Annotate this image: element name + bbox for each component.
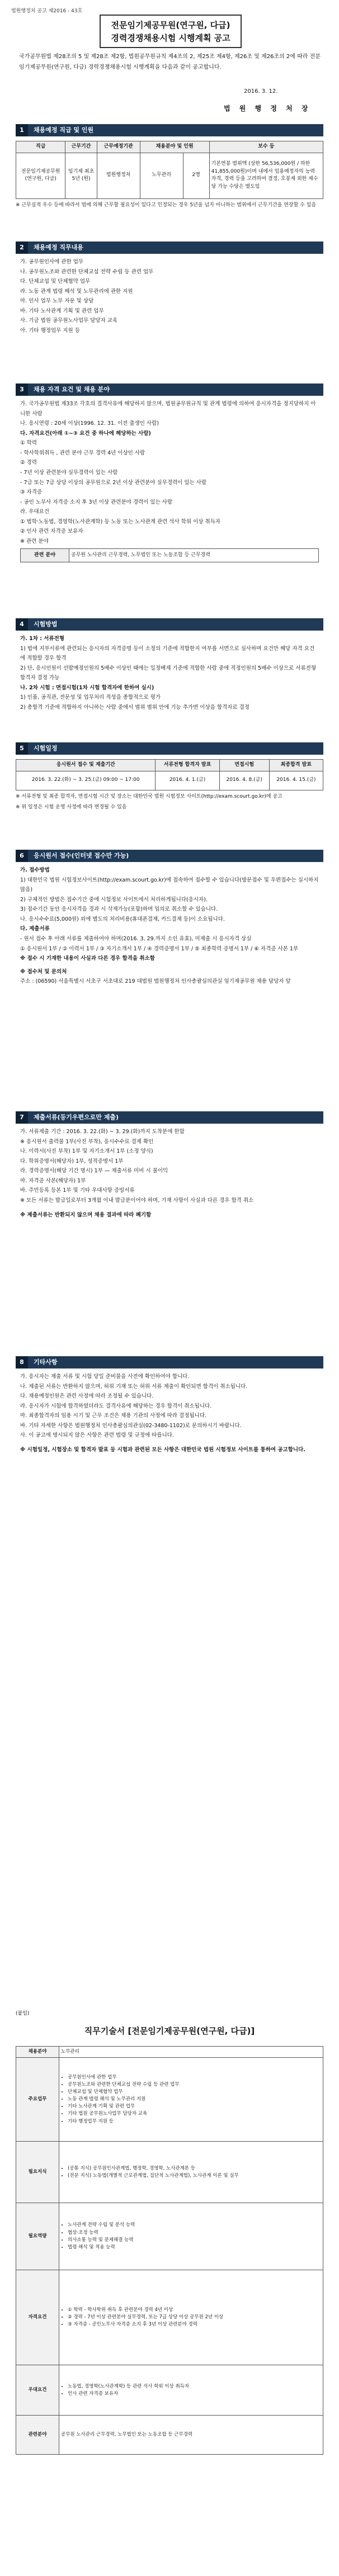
row-value <box>59 2142 323 2203</box>
list-item: 사. 이 공고에 명시되지 않은 사항은 관련 법령 및 규정에 따릅니다. <box>20 1432 174 1439</box>
section-header <box>16 1111 323 1124</box>
col-field: 채용분야 및 인원 <box>140 141 209 153</box>
list-item: • 기타 행정업무 지원 등 <box>68 2118 321 2125</box>
list-item: 2) 총합격 기준에 적합하지 아니하는 사람 중에서 범위 범위 안에 기능 추가면 이상을 합격자로 결정 <box>20 704 249 711</box>
cell-period: 임기제 최초 5년 (원) <box>65 153 97 198</box>
sub-title: ※ 관련 분야 <box>20 538 49 544</box>
row-value <box>59 2058 323 2142</box>
list-item: 1) 대한민국 법원 시험정보사이트(http://exam.scourt.go.kr)에 접속하여 접수할 수 있습니다(방문접수 및 우편접수는 실시하지 않음) <box>20 877 319 893</box>
row-label: 주요업무 <box>16 2058 59 2142</box>
page-title-line1: 전문임기제공무원(연구원, 다급) <box>111 20 230 30</box>
list-item: 라. 우대요건 <box>20 509 49 515</box>
attachment-label: (붙임) <box>16 2011 30 2016</box>
col-grade: 직급 <box>16 141 65 153</box>
col-period: 근무기간 <box>65 141 97 153</box>
list-item: ① 학력 <box>20 440 37 447</box>
section-header <box>16 850 323 862</box>
list-item: 다. 채용예정인원은 관련 사정에 따라 조정될 수 있습니다. <box>20 1393 154 1400</box>
list-item: 나. 응시수수료(5,000원) 외에 별도의 처리비용(휴대폰결제, 카드결제 등)이 소요됩니다. <box>20 916 225 922</box>
title-box <box>100 15 242 48</box>
table-row <box>16 2416 323 2455</box>
page-title-line2: 경력경쟁채용시험 시행계획 공고 <box>111 33 230 44</box>
section-number: 5 <box>16 742 28 755</box>
table-row <box>16 2142 323 2203</box>
table-row <box>16 2203 323 2270</box>
row-label: 필요역량 <box>16 2203 59 2270</box>
list-item: - 학사학위취득 , 관련 분야 근무 경력 4년 이상인 사람 <box>20 449 145 456</box>
list-item: - 7급 또는 7급 상당 이상의 공무원으로 2년 이상 관련분야 실무경력이 있는 사람 <box>20 479 207 486</box>
list-item: - 공인 노무사 자격증 소지 후 3년 이상 관련분야 경력이 있는 사람 <box>20 499 173 505</box>
issuer-name: 법 원 행 정 처 장 <box>224 105 312 112</box>
list-item: 3) 접수기간 동안 응시자격을 경과 시 삭제가능(포함)하며 임의로 취소할 수 있습니다. <box>20 906 218 913</box>
list-item: ② 인사 관련 자격증 보유자 <box>20 528 83 535</box>
section-header <box>16 242 323 254</box>
positions-table <box>16 141 323 199</box>
section-other <box>16 1356 323 1459</box>
list-item: • 기타 노사관계 기획 및 관련 업무 <box>68 2103 321 2110</box>
list-item: • (공통 지식) 공무원인사관계법, 행정학, 경영학, 노사관계론 등 <box>68 2165 321 2172</box>
list-item: 나. 제출된 서류는 반환하지 않으며, 허위 기재 또는 허위 서류 제출이 확인되면 합격이 취소됩니다. <box>20 1383 248 1390</box>
list-item: • ① 학력 - 학사학위 취득 후 관련분야 경력 4년 이상 <box>68 2307 321 2314</box>
section-number: 4 <box>16 618 28 631</box>
list-item: • 공무원인사에 관한 업무 <box>68 2074 321 2081</box>
list-item: 나. 이력서(사진 부착) 1부 및 자기소개서 1부 (소정 양식) <box>20 1148 153 1155</box>
related-field-value: 공무원 노사관리 근무경력, 노무법인 또는 노동조합 등 근무경력 <box>69 549 319 562</box>
section-body <box>16 1368 323 1459</box>
section-number: 8 <box>16 1356 28 1368</box>
list-item: • ③ 자격증 - 공인노무사 자격증 소지 후 3년 이상 관련분야 경력 <box>68 2321 321 2328</box>
list-item: 아. 기타 행정업무 지원 등 <box>20 327 80 334</box>
attachment-title: 직무기술서 [전문임기제공무원(연구원, 다급)] <box>84 2026 255 2036</box>
section-job-description <box>16 242 323 339</box>
list-item: • 기타 법원 공무원노사업무 담당자 교육 <box>68 2110 321 2118</box>
section-header <box>16 618 323 631</box>
row-value <box>59 2365 323 2416</box>
list-item: ① 법학·노동법, 경영학(노사관계학) 등 노동 또는 노사관계 관련 석사 학위 이상 취득자 <box>20 518 221 525</box>
row-value: 공무원 노사관리 근무경력, 노무법인 또는 노동조합 등 근무경력 <box>59 2416 323 2455</box>
list-item: 다. 제출서류 <box>20 926 50 932</box>
section-header <box>16 1356 323 1368</box>
bold-note: ※ 제출서류는 반환되지 않으며 채용 결과에 따라 폐기함 <box>20 1211 152 1218</box>
list-item: 1) 인품, 공직관, 전문성 및 업무처리 적성을 종합적으로 평가 <box>20 694 161 701</box>
list-item: • (전문 지식) 노동법(개별적 근로관계법, 집단적 노사관계법), 노사관계 이론 및 실무 <box>68 2172 321 2180</box>
section-number: 6 <box>16 850 28 862</box>
list-item: • 단체교섭 및 단체협약 업무 <box>68 2089 321 2096</box>
section-note: ※ 근무실적 우수 등에 따라서 법에 의해 근무할 필요성이 있다고 인정되는 경우 5년을 넘지 아니하는 범위에서 근무기간을 연장할 수 있음 <box>16 202 317 208</box>
section-note: ※ 위 일정은 시험 운영 사정에 따라 변경될 수 있음 <box>16 804 127 811</box>
list-item: 가. 접수방법 <box>20 867 50 873</box>
table-row <box>16 2058 323 2142</box>
list-item: • 협상·조정 능력 <box>68 2229 321 2237</box>
section-exam-method <box>16 618 323 716</box>
section-title: 시험일정 <box>34 745 58 752</box>
section-body <box>16 254 323 339</box>
row-value <box>59 2270 323 2365</box>
row-value: 노무관리 <box>59 2047 323 2058</box>
list-item: 바. 기타 노사관계 기획 및 관련 업무 <box>20 307 104 314</box>
section-body <box>16 862 323 990</box>
list-item: 나. 공무원노조와 관련한 단체교섭 전략 수립 등 관련 업무 <box>20 268 154 275</box>
col-final-result: 최종합격 발표 <box>269 760 323 771</box>
list-item: ※ 응시원서 출력물 1부(사진 부착), 응시수수료 결제 확인 <box>20 1138 154 1145</box>
col-document-result: 서류전형 합격자 발표 <box>156 760 219 771</box>
notice-number: 법원행정처 공고 제2016 - 43호 <box>11 8 83 14</box>
cell-field: 노무관리 <box>140 153 183 198</box>
list-item: • ② 경력 - 7년 이상 관련분야 실무경력, 또는 7급 상당 이상 공무원 2년 이상 <box>68 2314 321 2321</box>
list-item: 가. 국가공무원법 제33조 각호의 결격사유에 해당하지 않으며, 법원공무원규칙 및 관계 법령에 의하여 응시자격을 정지당하지 아니한 사람 <box>20 401 316 417</box>
row-label: 우대요건 <box>16 2365 59 2416</box>
related-field-table <box>20 548 319 562</box>
list-item: 다. 자격요건(아래 ①~③ 요건 중 하나에 해당하는 사람) <box>20 430 151 437</box>
list-item: - 원서 접수 후 아래 서류를 제출하여야 하며(2016. 3. 29.까지 소인 유효), 미제출 시 응시자격 상실 <box>20 935 252 942</box>
table-row <box>16 2365 323 2416</box>
col-interview: 면접시험 <box>219 760 269 771</box>
list-item: 마. 최종합격자의 임용 시기 및 근무 조건은 채용 기관의 사정에 따라 결정됩니다. <box>20 1413 206 1419</box>
list-item: • 노사관계 전략 수립 및 분석 능력 <box>68 2222 321 2229</box>
section-title: 시험방법 <box>34 621 58 628</box>
section-number: 7 <box>16 1111 28 1124</box>
section-number: 3 <box>16 383 28 396</box>
col-org: 근무예정기관 <box>97 141 140 153</box>
list-item: 1) 법에 지부서류에 관련되는 응시자의 자격증명 등이 소정의 기준에 적합한지 여부를 서면으로 심사하며 요건만 해당 자격 요건에 적합할 경우 합격 <box>20 645 315 662</box>
row-label: 필요지식 <box>16 2142 59 2203</box>
section-header <box>16 124 323 136</box>
section-number: 1 <box>16 124 28 136</box>
section-number: 2 <box>16 242 28 254</box>
schedule-table <box>16 759 323 790</box>
cell-document-result: 2016. 4. 1.(금) <box>156 771 219 790</box>
address-label: ※ 접수처 및 문의처 <box>20 968 67 975</box>
section-title: 채용예정 직급 및 인원 <box>34 126 94 134</box>
list-item: 사. 기금 법원 공무원노사업무 담당자 교육 <box>20 318 118 324</box>
list-item: • 노동법, 경영학(노사관계학) 등 관련 석사 학위 이상 취득자 <box>68 2383 321 2390</box>
section-header <box>16 742 323 755</box>
list-item: ※ 모든 서류는 발급일로부터 3개월 이내 발급분이어야 하며, 기재 사항이 사실과 다른 경우 합격 취소 <box>20 1197 254 1204</box>
job-description-table <box>16 2046 323 2455</box>
section-application <box>16 850 323 990</box>
row-label: 채용분야 <box>16 2047 59 2058</box>
section-title: 기타사항 <box>34 1358 58 1366</box>
list-item: 가. 1차 : 서류전형 <box>20 636 65 642</box>
list-item: 라. 응시자가 시험에 합격하였더라도 결격사유에 해당하는 경우 합격이 취소됩니다. <box>20 1403 212 1409</box>
cell-application: 2016. 3. 22.(화) ~ 3. 25.(금) 09:00 ~ 17:00 <box>16 771 156 790</box>
section-title: 채용예정 직무내용 <box>34 244 83 252</box>
list-item: • 인사 관련 자격증 보유자 <box>68 2390 321 2398</box>
section-title: 제출서류(등기우편으로만 제출) <box>34 1114 119 1121</box>
cell-pay: 기본연봉 범위액 (상한 56,536,000원 / 하한 41,855,000원)이며 내에서 임용예정자의 능력 자격, 경력 등을 고려하여 결정, 호봉제 외한 제수당 가능 수당은 별도임 <box>209 153 323 198</box>
list-item: 다. 단체교섭 및 단체협약 업무 <box>20 278 91 285</box>
list-item: 라. 경력증명서(해당 기간 명시) 1부 — 제출서류 미비 시 불이익 <box>20 1168 168 1175</box>
address-text: 주소 : (06590) 서울특별시 서초구 서초대로 219 대법원 법원행정처 인사총괄심의관실 임기제공무원 채용 담당자 앞 <box>20 978 291 985</box>
list-item: • 공무원노조와 관련한 단체교섭 전략 수립 등 관련 업무 <box>68 2081 321 2089</box>
list-item: 가. 공무원인사에 관한 업무 <box>20 259 84 265</box>
cell-count: 2명 <box>183 153 209 198</box>
list-item: ※ 접수 시 기재한 내용이 사실과 다른 경우 합격을 취소함 <box>20 955 155 962</box>
list-item: 다. 학위증명서(해당자) 1부, 성적증명서 1부 <box>20 1158 124 1164</box>
list-item: ③ 자격증 <box>20 489 43 496</box>
list-item: 가. 응시자는 제출 서류 및 시험 당일 준비물을 사전에 확인하여야 합니다. <box>20 1374 190 1380</box>
section-documents <box>16 1111 323 1223</box>
list-item: 바. 기타 자세한 사항은 법원행정처 인사총괄심의관실(02-3480-1102)로 문의하시기 바랍니다. <box>20 1422 242 1429</box>
list-item: 마. 인사 업무 노무 자문 및 상담 <box>20 298 94 305</box>
list-item: • 의사소통 능력 및 문제해결 능력 <box>68 2237 321 2244</box>
list-item: 2) 구체적인 방법은 접수기간 중에 시험정보 사이트에서 처리하게됩니다(응시자). <box>20 896 208 903</box>
cell-grade: 전문임기제공무원 (연구원, 다급) <box>16 153 65 198</box>
col-application: 응시원서 접수 및 제출기간 <box>16 760 156 771</box>
section-recruitment-positions <box>16 124 323 210</box>
list-item: ① 응시원서 1부 / ② 이력서 1부 / ③ 자기소개서 1부 / ④ 경력증명서 1부 / ⑤ 최종학력 증명서 1부 / ⑥ 자격증 사본 1부 <box>20 945 299 952</box>
section-title: 채용 자격 요건 및 채용 분야 <box>34 386 110 394</box>
row-label: 관련분야 <box>16 2416 59 2455</box>
cell-org: 법원행정처 <box>97 153 140 198</box>
section-qualifications <box>16 383 323 566</box>
related-field-label: 관련 분야 <box>21 549 69 562</box>
list-item: • 노동 관계 법령 해석 및 노무관리 지원 <box>68 2096 321 2103</box>
section-title: 응시원서 접수(인터넷 접수만 가능) <box>34 852 129 860</box>
list-item: 가. 서류제출 기간 : 2016. 3. 22.(화) ~ 3. 29.(화)까지 도착분에 한함 <box>20 1129 185 1135</box>
section-body <box>16 631 323 716</box>
section-note: ※ 서류전형 및 최종 합격자, 면접시험 시간 및 장소는 대한민국 법원 시험정보 사이트(http://exam.scourt.go.kr)에 공고 <box>16 793 282 799</box>
cell-interview: 2016. 4. 8.(금) <box>219 771 269 790</box>
intro-paragraph: 국가공무원법 제28조의 5 및 제28조 제2항, 법원공무원규칙 제4조의 2, 제25조 제4항, 제26조 및 제26조의 2에 따라 전문임기제공무원(연구원, 다급) 경력경쟁채용시험 시행계획을 다음과 같이 공고합니다. <box>19 54 321 70</box>
cell-final-result: 2016. 4. 15.(금) <box>269 771 323 790</box>
list-item: 나. 응시연령 : 20세 이상(1996. 12. 31. 이전 출생인 사람) <box>20 420 159 427</box>
list-item: 나. 2차 시험 : 면접시험(1차 시험 합격자에 한하여 실시) <box>20 684 154 691</box>
row-value <box>59 2203 323 2270</box>
list-item: 라. 노동 관계 법령 해석 및 노무관리에 관한 지원 <box>20 288 133 295</box>
col-pay: 보수 등 <box>209 141 323 153</box>
list-item: ② 경력 <box>20 460 37 466</box>
table-row <box>16 2047 323 2058</box>
table-row <box>16 2270 323 2365</box>
section-schedule <box>16 742 323 812</box>
section-body <box>16 1124 323 1223</box>
row-label: 자격요건 <box>16 2270 59 2365</box>
list-item: - 7년 이상 관련분야 실무경력이 있는 사람 <box>20 469 118 476</box>
announcement-date: 2016. 3. 12. <box>244 88 278 94</box>
list-item: 2) 단, 응시인원이 선발예정인원의 5배수 이상인 때에는 일정배제 기준에 적합한 사람 중에 적정인원의 5배수 이상으로 서류전형 합격자 결정 가능 <box>20 665 317 681</box>
section-header <box>16 383 323 396</box>
list-item: • 법령 해석 및 적용 능력 <box>68 2244 321 2251</box>
section-body <box>16 396 323 566</box>
list-item: 바. 주민등록 등본 1부 및 기타 우대사항 증빙서류 <box>20 1187 135 1194</box>
bold-note: ※ 시험일정, 시험장소 및 합격자 발표 등 시험과 관련된 모든 사항은 대한민국 법원 시험정보 사이트를 통하여 공고합니다. <box>20 1446 305 1453</box>
list-item: 마. 자격증 사본(해당자) 1부 <box>20 1177 86 1184</box>
